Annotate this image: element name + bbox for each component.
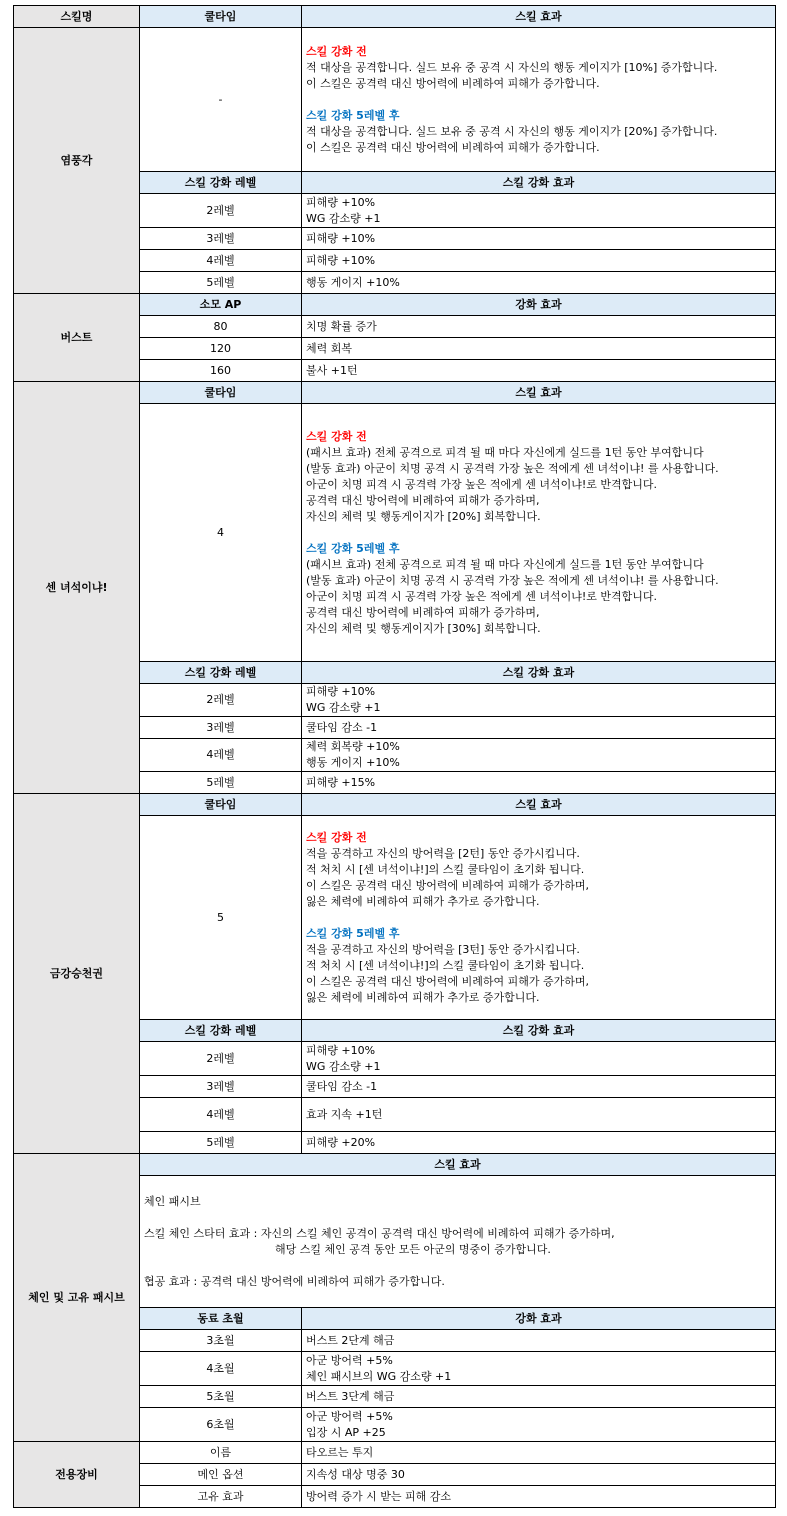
- effect-line: 아군 방어력 +5%: [306, 1409, 393, 1423]
- skill1-level-effect: [302, 194, 776, 228]
- skill1-level-effect: 피해량 +10%: [302, 250, 776, 272]
- skill2-level-effect: [302, 684, 776, 717]
- skill3-before-line: 적 처치 시 [센 녀석이냐!]의 스킬 쿨타임이 초기화 됩니다.: [306, 862, 585, 876]
- burst-ap: 120: [140, 338, 302, 360]
- skill2-after-line: (패시브 효과) 전체 공격으로 피격 될 때 마다 자신에게 실드를 1턴 동안 부여합니다: [306, 557, 704, 571]
- transcend-effect: 버스트 3단계 해금: [302, 1386, 776, 1408]
- skill-table: [13, 5, 776, 1508]
- skill2-level-effect: 피해량 +15%: [302, 772, 776, 794]
- skill3-after-line: 이 스킬은 공격력 대신 방어력에 비례하여 피해가 증가하며,: [306, 974, 589, 988]
- skill2-before-line: 공격력 대신 방어력에 비례하여 피해가 증가하며,: [306, 493, 540, 507]
- skill2-level: 4레벨: [140, 739, 302, 772]
- chain-description: [140, 1176, 776, 1308]
- chain-effect-header: 스킬 효과: [140, 1154, 776, 1176]
- skill2-after-line: 자신의 체력 및 행동게이지가 [30%] 회복합니다.: [306, 621, 541, 635]
- transcend-level: 6초월: [140, 1408, 302, 1442]
- chain-name: 체인 및 고유 패시브: [14, 1154, 140, 1442]
- burst-ap: 80: [140, 316, 302, 338]
- effect-line: WG 감소량 +1: [306, 211, 381, 225]
- skill1-after-title: 스킬 강화 5레벨 후: [306, 108, 400, 122]
- skill3-before-title: 스킬 강화 전: [306, 830, 367, 844]
- skill2-before-line: 자신의 체력 및 행동게이지가 [20%] 회복합니다.: [306, 509, 541, 523]
- skill1-level-effect-header: 스킬 강화 효과: [302, 172, 776, 194]
- burst-effect: 체력 회복: [302, 338, 776, 360]
- skill2-level: 2레벨: [140, 684, 302, 717]
- effect-line: 행동 게이지 +10%: [306, 756, 400, 769]
- burst-effect: 치명 확률 증가: [302, 316, 776, 338]
- skill1-level-effect: 피해량 +10%: [302, 228, 776, 250]
- header-skill-name: 스킬명: [14, 6, 140, 28]
- transcend-level: 3초월: [140, 1330, 302, 1352]
- chain-title: 체인 패시브: [144, 1194, 201, 1208]
- equip-name: 전용장비: [14, 1442, 140, 1508]
- skill3-after-line: 적 처치 시 [센 녀석이냐!]의 스킬 쿨타임이 초기화 됩니다.: [306, 958, 585, 972]
- skill3-level: 5레벨: [140, 1132, 302, 1154]
- skill3-effect-header: 스킬 효과: [302, 794, 776, 816]
- skill2-before-line: (패시브 효과) 전체 공격으로 피격 될 때 마다 자신에게 실드를 1턴 동안 부여합니다: [306, 445, 704, 459]
- header-cooltime: 쿨타임: [140, 6, 302, 28]
- skill3-before-line: 잃은 체력에 비례하여 피해가 추가로 증가합니다.: [306, 894, 540, 908]
- header-effect: 스킬 효과: [302, 6, 776, 28]
- transcend-level: 5초월: [140, 1386, 302, 1408]
- skill2-after-line: 아군이 치명 피격 시 공격력 가장 높은 적에게 센 녀석이냐!로 반격합니다.: [306, 589, 658, 603]
- burst-effect: 불사 +1턴: [302, 360, 776, 382]
- skill2-before-line: (발동 효과) 아군이 치명 공격 시 공격력 가장 높은 적에게 센 녀석이냐! 를 사용합니다.: [306, 461, 719, 475]
- chain-starter-line: 해당 스킬 체인 공격 동안 모든 아군의 명중이 증가합니다.: [275, 1242, 551, 1256]
- equip-value: 타오르는 투지: [302, 1442, 776, 1464]
- skill1-description: [302, 28, 776, 172]
- effect-line: 피해량 +10%: [306, 685, 376, 698]
- effect-line: 피해량 +10%: [306, 195, 376, 209]
- skill1-level-effect: 행동 게이지 +10%: [302, 272, 776, 294]
- skill3-before-line: 적을 공격하고 자신의 방어력을 [2턴] 동안 증가시킵니다.: [306, 846, 580, 860]
- chain-starter-line: 스킬 체인 스타터 효과 : 자신의 스킬 체인 공격이 공격력 대신 방어력에 비례하여 피해가 증가하며,: [144, 1226, 615, 1240]
- burst-name: 버스트: [14, 294, 140, 382]
- skill1-before-line: 적 대상을 공격합니다. 실드 보유 중 공격 시 자신의 행동 게이지가 [10%] 증가합니다.: [306, 60, 718, 74]
- skill3-before-line: 이 스킬은 공격력 대신 방어력에 비례하여 피해가 증가하며,: [306, 878, 589, 892]
- equip-key: 이름: [140, 1442, 302, 1464]
- skill2-level: 5레벨: [140, 772, 302, 794]
- skill1-level: 2레벨: [140, 194, 302, 228]
- skill2-level: 3레벨: [140, 717, 302, 739]
- effect-line: WG 감소량 +1: [306, 1059, 381, 1073]
- effect-line: 체력 회복량 +10%: [306, 740, 400, 753]
- skill3-after-line: 적을 공격하고 자신의 방어력을 [3턴] 동안 증가시킵니다.: [306, 942, 580, 956]
- skill2-after-title: 스킬 강화 5레벨 후: [306, 541, 400, 555]
- skill1-name: 염풍각: [14, 28, 140, 294]
- skill3-level-effect: [302, 1042, 776, 1076]
- effect-line: 입장 시 AP +25: [306, 1425, 386, 1439]
- skill2-effect-header: 스킬 효과: [302, 382, 776, 404]
- equip-key: 고유 효과: [140, 1486, 302, 1508]
- skill3-level-effect-header: 스킬 강화 효과: [302, 1020, 776, 1042]
- skill1-before-line: 이 스킬은 공격력 대신 방어력에 비례하여 피해가 증가합니다.: [306, 76, 600, 90]
- skill3-level-effect: 효과 지속 +1턴: [302, 1098, 776, 1132]
- skill2-after-line: 공격력 대신 방어력에 비례하여 피해가 증가하며,: [306, 605, 540, 619]
- skill3-level: 3레벨: [140, 1076, 302, 1098]
- burst-effect-header: 강화 효과: [302, 294, 776, 316]
- skill1-level: 5레벨: [140, 272, 302, 294]
- skill1-level-header: 스킬 강화 레벨: [140, 172, 302, 194]
- skill3-after-line: 잃은 체력에 비례하여 피해가 추가로 증가합니다.: [306, 990, 540, 1004]
- skill3-description: [302, 816, 776, 1020]
- skill2-level-effect: 쿨타임 감소 -1: [302, 717, 776, 739]
- effect-line: 아군 방어력 +5%: [306, 1353, 393, 1367]
- skill1-after-line: 적 대상을 공격합니다. 실드 보유 중 공격 시 자신의 행동 게이지가 [20%] 증가합니다.: [306, 124, 718, 138]
- equip-value: 방어력 증가 시 받는 피해 감소: [302, 1486, 776, 1508]
- burst-ap: 160: [140, 360, 302, 382]
- effect-line: 체인 패시브의 WG 감소량 +1: [306, 1369, 452, 1383]
- transcend-effect: [302, 1408, 776, 1442]
- transcend-effect: 버스트 2단계 해금: [302, 1330, 776, 1352]
- skill2-name: 센 녀석이냐!: [14, 382, 140, 794]
- equip-key: 메인 옵션: [140, 1464, 302, 1486]
- skill3-level: 4레벨: [140, 1098, 302, 1132]
- chain-coop-line: 협공 효과 : 공격력 대신 방어력에 비례하여 피해가 증가합니다.: [144, 1274, 445, 1288]
- skill3-level-effect: 쿨타임 감소 -1: [302, 1076, 776, 1098]
- skill1-level: 3레벨: [140, 228, 302, 250]
- transcend-effect-header: 강화 효과: [302, 1308, 776, 1330]
- skill1-before-title: 스킬 강화 전: [306, 44, 367, 58]
- skill1-cooltime: -: [140, 28, 302, 172]
- skill3-cooltime-header: 쿨타임: [140, 794, 302, 816]
- burst-ap-header: 소모 AP: [140, 294, 302, 316]
- skill2-cooltime: 4: [140, 404, 302, 662]
- skill3-cooltime: 5: [140, 816, 302, 1020]
- transcend-header: 동료 초월: [140, 1308, 302, 1330]
- skill3-name: 금강승천권: [14, 794, 140, 1154]
- skill2-after-line: (발동 효과) 아군이 치명 공격 시 공격력 가장 높은 적에게 센 녀석이냐! 를 사용합니다.: [306, 573, 719, 587]
- skill2-level-effect: [302, 739, 776, 772]
- skill3-level-header: 스킬 강화 레벨: [140, 1020, 302, 1042]
- skill2-description: [302, 404, 776, 662]
- skill3-level-effect: 피해량 +20%: [302, 1132, 776, 1154]
- transcend-effect: [302, 1352, 776, 1386]
- skill2-before-line: 아군이 치명 피격 시 공격력 가장 높은 적에게 센 녀석이냐!로 반격합니다.: [306, 477, 658, 491]
- skill3-after-title: 스킬 강화 5레벨 후: [306, 926, 400, 940]
- skill1-after-line: 이 스킬은 공격력 대신 방어력에 비례하여 피해가 증가합니다.: [306, 140, 600, 154]
- equip-value: 지속성 대상 명중 30: [302, 1464, 776, 1486]
- skill2-cooltime-header: 쿨타임: [140, 382, 302, 404]
- effect-line: WG 감소량 +1: [306, 701, 381, 714]
- effect-line: 피해량 +10%: [306, 1043, 376, 1057]
- transcend-level: 4초월: [140, 1352, 302, 1386]
- skill2-level-effect-header: 스킬 강화 효과: [302, 662, 776, 684]
- skill2-level-header: 스킬 강화 레벨: [140, 662, 302, 684]
- skill1-level: 4레벨: [140, 250, 302, 272]
- skill3-level: 2레벨: [140, 1042, 302, 1076]
- skill2-before-title: 스킬 강화 전: [306, 429, 367, 443]
